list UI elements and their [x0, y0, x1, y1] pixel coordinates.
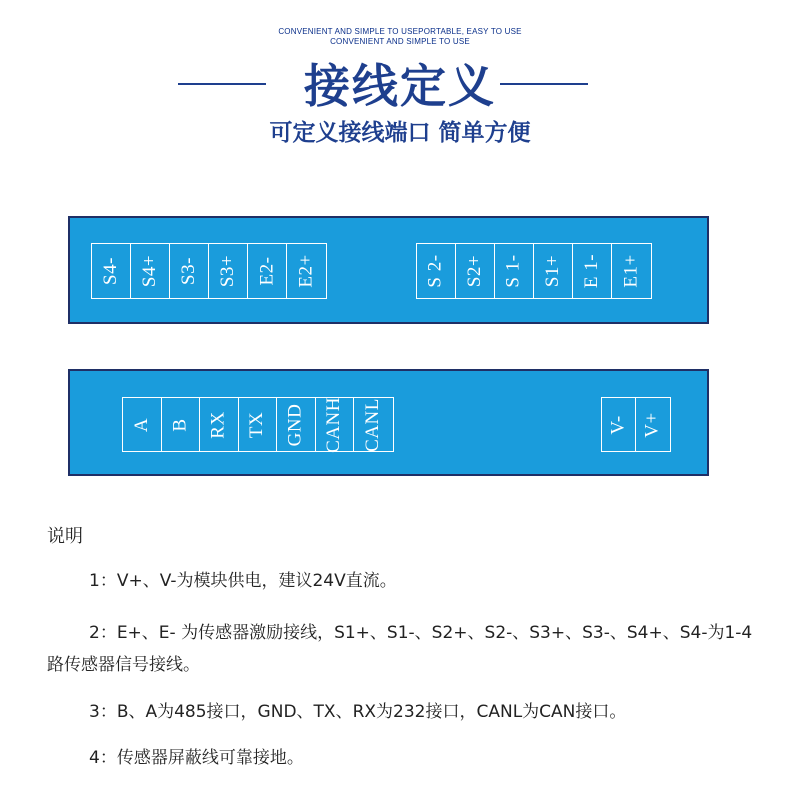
terminal-tx: TX [239, 398, 278, 451]
page-title: 接线定义 [304, 59, 496, 113]
top-terminal-panel [68, 216, 709, 324]
terminal-s2-plus: S2+ [456, 244, 495, 298]
tagline-line-2: CONVENIENT AND SIMPLE TO USE [330, 37, 470, 46]
terminal-b: B [162, 398, 201, 451]
power-terminal-block [601, 397, 671, 452]
description-item-1: 1：V+、V-为模块供电，建议24V直流。 [89, 571, 397, 591]
title-divider-right [500, 83, 588, 85]
terminal-e2-plus: E2+ [295, 254, 317, 288]
terminal-e1-minus: E 1- [573, 244, 612, 298]
terminal-s3-plus: S3+ [209, 244, 248, 298]
terminal-canl: CANL [362, 397, 384, 452]
terminal-s4-minus: S4- [92, 244, 131, 298]
description-item-4: 4：传感器屏蔽线可靠接地。 [89, 748, 304, 768]
description-title: 说明 [47, 526, 83, 547]
sensor-terminal-block-right [416, 243, 652, 299]
terminal-s2-minus: S 2- [417, 244, 456, 298]
terminal-gnd: GND [277, 398, 316, 451]
sensor-terminal-block-left [91, 243, 327, 299]
description-item-2: 2：E+、E- 为传感器激励接线，S1+、S1-、S2+、S2-、S3+、S3-、S4+、S4-为1-4路传感器信号接线。 [47, 623, 753, 675]
terminal-a: A [123, 398, 162, 451]
terminal-s4-plus: S4+ [131, 244, 170, 298]
terminal-s1-plus: S1+ [534, 244, 573, 298]
terminal-e1-plus: E1+ [620, 254, 642, 288]
terminal-e2-minus: E2- [248, 244, 287, 298]
page-subtitle: 可定义接线端口 简单方便 [269, 120, 531, 146]
bottom-terminal-panel [68, 369, 709, 476]
tagline-line-1: CONVENIENT AND SIMPLE TO USEPORTABLE, EASY TO USE [278, 27, 522, 36]
terminal-v-plus: V+ [642, 411, 663, 438]
terminal-rx: RX [200, 398, 239, 451]
description-item-3: 3：B、A为485接口，GND、TX、RX为232接口，CANL为CAN接口。 [89, 702, 627, 722]
terminal-canh: CANH [316, 398, 355, 451]
terminal-v-minus: V- [602, 398, 636, 451]
terminal-s3-minus: S3- [170, 244, 209, 298]
terminal-s1-minus: S 1- [495, 244, 534, 298]
communication-terminal-block [122, 397, 394, 452]
